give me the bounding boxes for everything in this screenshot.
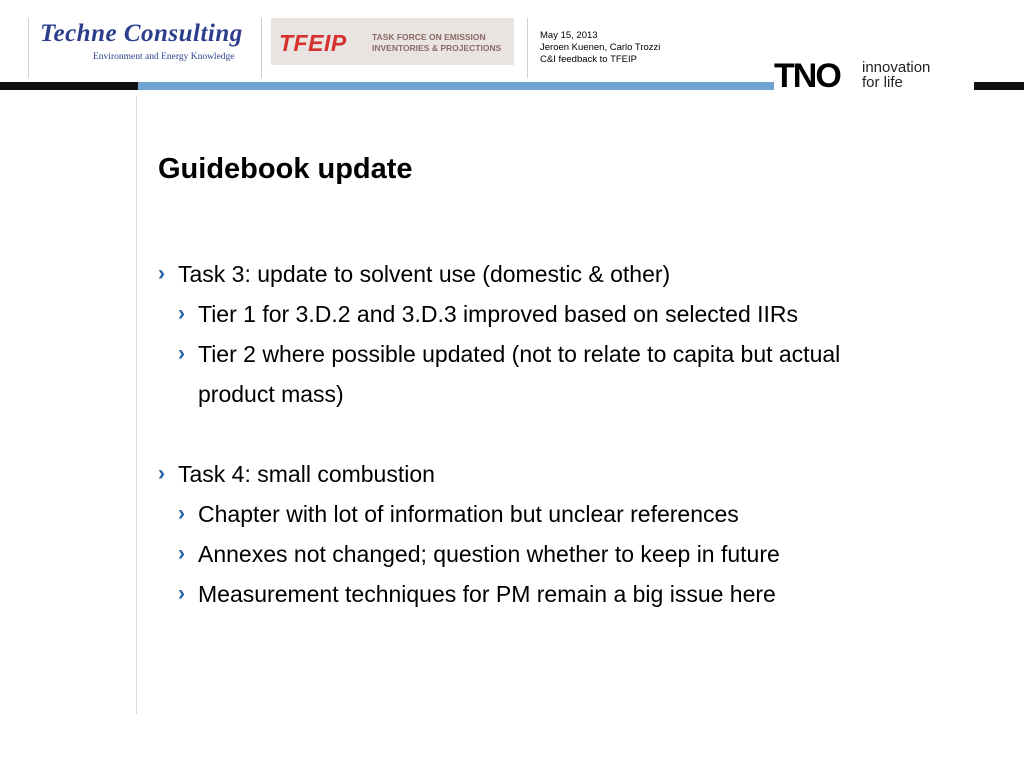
tno-logo — [774, 58, 974, 94]
bullet-task-4 — [158, 454, 958, 494]
slide-authors: Jeroen Kuenen, Carlo Trozzi — [540, 42, 661, 53]
sub-bullet-text: Measurement techniques for PM remain a big issue here — [198, 581, 776, 607]
chevron-right-icon: › — [178, 342, 185, 365]
bullet-text: Task 3: update to solvent use (domestic & other) — [178, 261, 671, 287]
tno-logo-mark: TNO — [774, 57, 840, 95]
bullet-spacer — [158, 414, 958, 454]
slide-header — [0, 0, 1024, 95]
sub-bullet-text: Annexes not changed; question whether to keep in future — [198, 541, 780, 567]
slide-meta — [540, 30, 660, 66]
tfeip-logo-line1: TASK FORCE ON EMISSION — [372, 32, 486, 42]
bullet-text: Task 4: small combustion — [178, 461, 435, 487]
bullet-task-3 — [158, 254, 958, 294]
sub-bullet-text: Tier 1 for 3.D.2 and 3.D.3 improved based on selected IIRs — [198, 301, 799, 327]
tfeip-logo-mark: TFEIP — [279, 30, 347, 56]
header-divider — [261, 18, 262, 78]
techne-logo — [40, 20, 250, 66]
chevron-right-icon: › — [178, 582, 185, 605]
tfeip-logo — [271, 18, 514, 65]
sub-bullet — [158, 334, 958, 374]
sub-bullet-text: Tier 2 where possible updated (not to relate to capita but actual — [198, 341, 841, 367]
sub-bullet — [158, 494, 958, 534]
left-rule — [136, 96, 137, 714]
bullet-list — [158, 254, 958, 614]
tno-logo-tagline — [862, 60, 930, 90]
sub-bullet — [158, 294, 958, 334]
header-divider — [28, 18, 29, 78]
sub-bullet — [158, 574, 958, 614]
header-band-dark — [974, 82, 1024, 90]
tno-logo-tagline-2: for life — [862, 74, 903, 91]
slide-title: Guidebook update — [158, 153, 413, 185]
sub-bullet — [158, 534, 958, 574]
chevron-right-icon: › — [178, 302, 185, 325]
techne-logo-name: Techne Consulting — [40, 20, 243, 47]
sub-bullet-continuation — [158, 374, 958, 414]
sub-bullet-text: product mass) — [198, 381, 344, 407]
tno-logo-tagline-1: innovation — [862, 59, 931, 76]
chevron-right-icon: › — [158, 262, 165, 285]
chevron-right-icon: › — [178, 542, 185, 565]
header-band-dark — [0, 82, 138, 90]
chevron-right-icon: › — [158, 462, 165, 485]
slide-date: May 15, 2013 — [540, 30, 598, 41]
slide-subject: C&I feedback to TFEIP — [540, 54, 637, 65]
header-divider — [527, 18, 528, 78]
techne-logo-tagline: Environment and Energy Knowledge — [93, 52, 235, 62]
tfeip-logo-line2: INVENTORIES & PROJECTIONS — [372, 43, 502, 53]
tfeip-logo-text — [372, 32, 512, 54]
sub-bullet-text: Chapter with lot of information but unclear references — [198, 501, 739, 527]
chevron-right-icon: › — [178, 502, 185, 525]
